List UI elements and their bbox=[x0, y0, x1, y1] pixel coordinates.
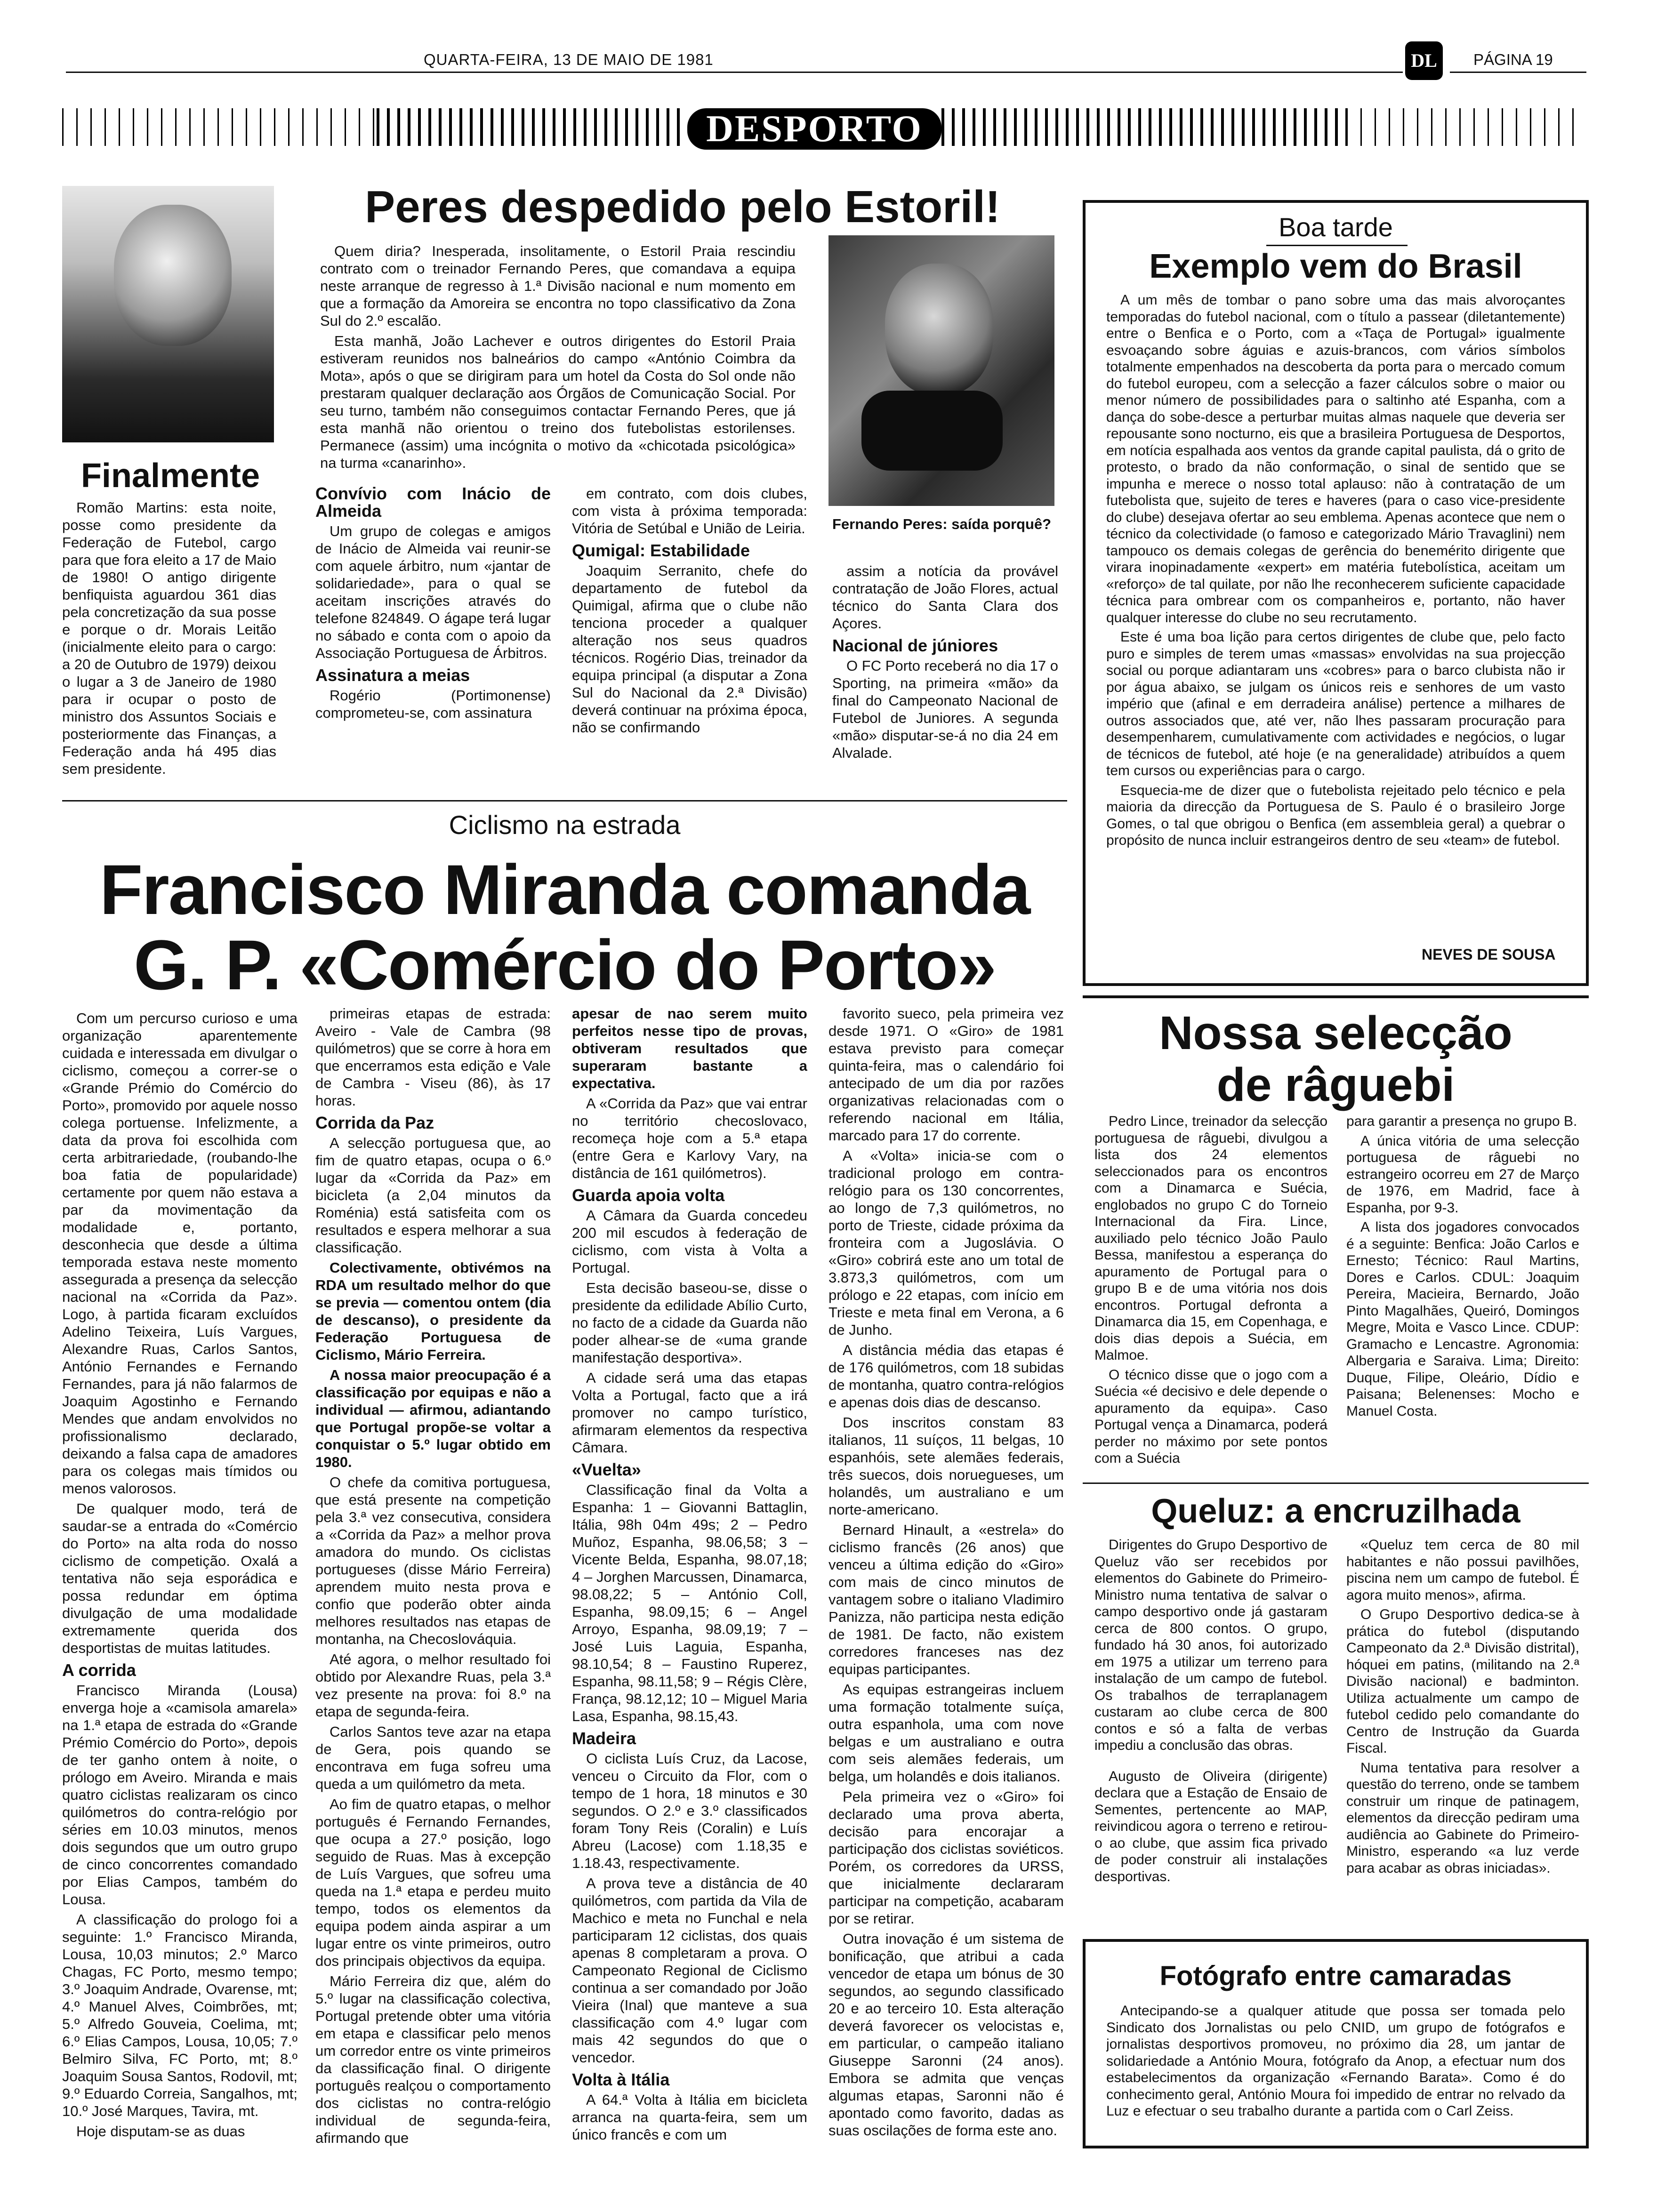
ciclismo-c3-p3: A Câmara da Guarda concedeu 200 mil escudos à federação de ciclismo, com vista à Volta a Portugal. bbox=[572, 1207, 807, 1276]
ciclismo-c2-p3: Colectivamente, obtivémos na RDA um resultado melhor do que se previa — comentou ontem (dia de descanso), o presidente da Federação Portuguesa de Ciclismo, Mário Ferreira. bbox=[315, 1259, 551, 1363]
queluz-c2-p3: Numa tentativa para resolver a questão do terreno, onde se tambem construir um rinque de patinagem, elementos da direcção pediram uma audiência ao Gabinete do Primeiro-Ministro, esperando «a luz verde para acabar as obras iniciadas». bbox=[1346, 1760, 1579, 1876]
peres-col-3 bbox=[832, 562, 1058, 784]
col2-continuation: em contrato, com dois clubes, com vista à próxima temporada: Vitória de Setúbal e União de Leiria. bbox=[572, 485, 807, 537]
ciclismo-c1-p3: Francisco Miranda (Lousa) enverga hoje a «camisola amarela» na 1.ª etapa de estrada do «Grande Prémio Comércio do Porto», depois de ter ganho ontem à noite, o prólogo em Aveiro. Miranda e mais quatro ciclistas realizaram os cinco quilómetros do contra-relógio por séries em 10.03 minutos, menos dois segundos que um outro grupo de cinco concorrentes comandado por Elias Campos, também do Lousa. bbox=[62, 1682, 298, 1907]
ciclismo-c4-p1: favorito sueco, pela primeira vez desde 1971. O «Giro» de 1981 estava previsto para começar quinta-feira, mas o calendário foi antecipado de um dia por razões organizativas relacionadas com o referendo nacional em Itália, marcado para 17 do corrente. bbox=[828, 1005, 1064, 1144]
section-banner bbox=[687, 108, 941, 150]
quimigal-text: Joaquim Serranito, chefe do departamento de futebol da Quimigal, afirma que o clube não tenciona proceder a qualquer alteração nos seus quadros técnicos. Rogério Dias, treinador da equipa principal (a disputar a Zona Sul do Nacional da 2.ª Divisão) deverá continuar na próxima época, não se confirmando bbox=[572, 562, 807, 736]
section-banner-stripes-left-thin bbox=[62, 108, 392, 146]
section-title: DESPORTO bbox=[706, 108, 923, 150]
raguebi-c1-p1: Pedro Lince, treinador da selecção portuguesa de râguebi, divulgou a lista dos 24 elementos seleccionados para os encontros com a Dinamarca e Suécia, englobados no grupo C do Torneio Internacional da Fira. Lince, auxiliado pelo técnico João Paulo Bessa, manifestou a esperança do apuramento de Portugal para o grupo B e de uma vitória nos dois encontros. Portugal defronta a Dinamarca dia 15, em Copenhaga, e dois dias depois a Suécia, em Malmoe. bbox=[1094, 1114, 1327, 1363]
ciclismo-c3-subhead-2: «Vuelta» bbox=[572, 1460, 641, 1479]
kicker-underline bbox=[1266, 245, 1408, 246]
queluz-c1-p1: Dirigentes do Grupo Desportivo de Queluz vão ser recebidos por elementos do Gabinete do Primeiro-Ministro numa tentativa de salvar o campo desportivo onde já gastaram cerca de 800 contos. O grupo, fundado há 30 anos, foi autorizado em 1975 a utilizar um terreno para instalação de um campo de futebol. Os trabalhos de terraplanagem custaram ao clube cerca de 800 contos e só a falta de verbas impediu a conclusão das obras. bbox=[1094, 1537, 1327, 1753]
queluz-c2-p1: «Queluz tem cerca de 80 mil habitantes e não possui pavilhões, piscina nem um campo de futebol. É agora muito menos», afirma. bbox=[1346, 1537, 1579, 1603]
peres-caption-text: Fernando Peres: saída porquê? bbox=[832, 516, 1052, 532]
ciclismo-c2-p8: Ao fim de quatro etapas, o melhor português é Fernando Fernandes, que ocupa a 27.º posição, logo seguido de Ruas. Mas à excepção de Luís Vargues, que sofreu uma queda na 1.ª etapa e perdeu muito tempo, todos os elementos da equipa podem ainda aspirar a um lugar entre os vinte primeiros, outro dos principais objectivos da equipa. bbox=[315, 1796, 551, 1969]
peres-headline: Peres despedido pelo Estoril! bbox=[365, 182, 1000, 232]
ciclismo-c2-p7: Carlos Santos teve azar na etapa de Gera, pois quando se encontrava em fuga sofreu uma queda a um quilómetro da meta. bbox=[315, 1723, 551, 1792]
peres-lead-p2: Esta manhã, João Lachever e outros dirigentes do Estoril Praia estiveram reunidos nos balneários do campo «António Coimbra da Mota», após o que se dirigiram para um hotel da Costa do Sol onde não prestaram qualquer declaração aos Órgãos de Comunicação Social. Por seu turno, também não conseguimos contactar Fernando Peres, que já esta manhã não orientou o treino dos futebolistas estorilenses. Permanece (assim) uma incógnita o motivo da «chicotada psicológica» na turma «canarinho». bbox=[320, 333, 796, 471]
ciclismo-c3-p4: Esta decisão baseou-se, disse o presidente da edilidade Abílio Curto, no facto de a cidade da Guarda não poder alhear-se de «uma grande manifestação desportiva». bbox=[572, 1280, 807, 1366]
section-banner-stripes-right-thin bbox=[1346, 108, 1586, 146]
ciclismo-c3-p8: A prova teve a distância de 40 quilómetros, com partida da Vila de Machico e meta no Funchal e nela participaram 12 ciclistas, dos quais apenas 8 completaram a prova. O Campeonato Regional de Ciclismo continua a ser comandado por João Vieira (Inal) que manteve a sua classificação com 4.º lugar com mais 42 segundos do que o vencedor. bbox=[572, 1875, 807, 2066]
quimigal-subhead: Qumigal: Estabilidade bbox=[572, 541, 750, 560]
raguebi-col-2 bbox=[1346, 1113, 1579, 1466]
fernando-peres-photo bbox=[828, 235, 1054, 506]
page-date: QUARTA-FEIRA, 13 DE MAIO DE 1981 bbox=[424, 51, 714, 68]
raguebi-top-rule bbox=[1083, 995, 1589, 998]
ciclismo-c3-p1: apesar de nao serem muito perfeitos nesse tipo de provas, obtiveram resultados que superaram bastante a expectativa. bbox=[572, 1005, 807, 1091]
ciclismo-c4-p3: A distância média das etapas é de 176 quilómetros, com 18 subidas de montanha, quatro contra-relógios e apenas dois dias de descanso. bbox=[828, 1342, 1064, 1411]
telephone-handset bbox=[861, 391, 1003, 471]
ciclismo-c4-p6: As equipas estrangeiras incluem uma formação totalmente suíça, outra espanhola, uma com nove belgas e um australiano e outra com seis alemães federais, um belga, um holandês e dois italianos. bbox=[828, 1681, 1064, 1785]
ciclismo-c2-p1: primeiras etapas de estrada: Aveiro - Vale de Cambra (98 quilómetros) que se corre à hora em que encerramos esta edição e Vale de Cambra - Viseu (86), às 17 horas. bbox=[315, 1005, 551, 1109]
ciclismo-c3-subhead-3: Madeira bbox=[572, 1729, 636, 1748]
ciclismo-col-1 bbox=[62, 1010, 298, 2186]
queluz-col-2 bbox=[1346, 1537, 1579, 1937]
col3-continuation: assim a notícia da provável contratação de João Flores, actual técnico do Santa Clara dos Açores. bbox=[832, 563, 1058, 632]
ciclismo-c2-p6: Até agora, o melhor resultado foi obtido por Alexandre Ruas, pela 3.ª vez presente na prova: foi 8.º na etapa de segunda-feira. bbox=[315, 1651, 551, 1720]
publication-logo bbox=[1405, 41, 1443, 80]
ciclismo-c1-p2: De qualquer modo, terá de saudar-se a entrada do «Comércio do Porto» na alta roda do nosso ciclismo de competição. Oxalá a tentativa não seja esporádica e possa redundar em óptima divulgação de uma modalidade extremamente querida dos desportistas de muitas latitudes. bbox=[62, 1500, 298, 1656]
ciclismo-c1-p5: Hoje disputam-se as duas bbox=[76, 2123, 245, 2140]
queluz-top-rule bbox=[1083, 1483, 1589, 1484]
ciclismo-c3-p5: A cidade será uma das etapas Volta a Portugal, facto que a irá promover no campo turístico, afirmaram elementos da respectiva Câmara. bbox=[572, 1370, 807, 1456]
ciclismo-headline-1: Francisco Miranda comanda bbox=[99, 850, 1030, 929]
ciclismo-c2-p5: O chefe da comitiva portuguesa, que está presente na competição pela 3.ª vez consecutiva, considera a «Corrida da Paz» a melhor prova amadora do mundo. Os ciclistas portugueses (disse Mário Ferreira) aprendem muito nesta prova e confio que poderão obter ainda melhores resultados nas etapas de montanha, na Checoslováquia. bbox=[315, 1474, 551, 1647]
ciclismo-c4-p8: Outra inovação é um sistema de bonificação, que atribui a cada vencedor de etapa um bónus de 30 segundos, ao segundo classificado 20 e ao terceiro 10. Esta alteração deverá favorecer os velocistas e, em particular, o campeão italiano Giuseppe Saronni (24 anos). Embora se admita que venças algumas etapas, Saronni não é apontado como favorito, dadas as suas oscilações de forma este ano. bbox=[828, 1931, 1064, 2139]
raguebi-headline-2: de râguebi bbox=[1216, 1058, 1455, 1111]
boa-tarde-p3: Esquecia-me de dizer que o futebolista rejeitado pelo técnico e pela maioria da direcção da Portuguesa de S. Paulo é o brasileiro Jorge Gomes, o tal que obrigou o Benfica (em assembleia geral) a quebrar o propósito de nunca incluir estrangeiros dentro de seu «team» de futebol. bbox=[1106, 782, 1565, 848]
peres-photo-caption bbox=[832, 515, 1054, 558]
romao-martins-photo bbox=[62, 186, 274, 442]
raguebi-c2-p3: A lista dos jogadores convocados é a seguinte: Benfica: João Carlos e Ernesto; Técnico: Raul Martins, Dores e Carlos. CDUL: Joaquim Pereira, Macieira, Bernardo, João Pinto Magalhães, Queiró, Domingos Megre, Moita e Vasco Lince. CDUP: Gramacho e Lencastre. Agronomia: Albergaria e Saraiva. Lima; Direito: Duque, Filipe, Oleário, Dídio e Paisana; Belenenses: Mocho e Manuel Costa. bbox=[1346, 1219, 1579, 1419]
juniores-subhead: Nacional de júniores bbox=[832, 636, 998, 655]
peres-lead bbox=[320, 242, 796, 478]
ciclismo-c3-p2: A «Corrida da Paz» que vai entrar no território checoslovaco, recomeça hoje com a 5.ª etapa (entre Gera e Karlovy Vary, na distância de 161 quilómetros). bbox=[572, 1095, 807, 1181]
ciclismo-c4-p4: Dos inscritos constam 83 italianos, 11 suíços, 11 belgas, 10 espanhóis, sete alemães federais, três suecos, dois noruegueses, um holandês, um australiano e um norte-americano. bbox=[828, 1414, 1064, 1518]
peres-lead-p1: Quem diria? Inesperada, insolitamente, o Estoril Praia rescindiu contrato com o treinador Fernando Peres, que comandava a equipa neste arranque de regresso à 1.ª Divisão nacional e num momento em que a formação da Amoreira se encontra no topo classificativo da Zona Sul do 2.º escalão. bbox=[320, 243, 796, 329]
ciclismo-c1-p4: A classificação do prologo foi a seguinte: 1.º Francisco Miranda, Lousa, 10,03 minutos; 2.º Marco Chagas, FC Porto, mesmo tempo; 3.º Joaquim Andrade, Ovarense, mt; 4.º Manuel Alves, Coimbrões, mt; 5.º Alfredo Gouveia, Coelima, mt; 6.º Elias Campos, Lousa, 10,05; 7.º Belmiro Silva, FC Porto, mt; 8.º Joaquim Sousa Santos, Rodovil, mt; 9.º Eduardo Correia, Sangalhos, mt; 10.º José Marques, Tavira, mt. bbox=[62, 1911, 298, 2119]
ciclismo-col-4 bbox=[828, 1005, 1064, 2186]
raguebi-headline-1: Nossa selecção bbox=[1159, 1007, 1512, 1059]
section-banner-stripes-left bbox=[377, 108, 687, 146]
boa-tarde-p2: Este é uma boa lição para certos dirigentes de clube que, pelo facto puro e simples de terem umas «massas» envolvidas na sua projecção social ou porque adiantaram uns «cobres» para o barco clubista não ir por água abaixo, se julgam os únicos reis e senhores de um vasto império que (afinal e em derradeira análise) pertence a milhares de outros associados que, até ver, não lhes passaram procuração para desempenharem, cumulativamente com actividades e negócios, o lugar de técnicos de futebol, até hoje (e na generalidade) atribuídos a quem tem cursos ou experiências para o cargo. bbox=[1106, 629, 1565, 778]
ciclismo-c3-p9: A 64.ª Volta à Itália em bicicleta arranca na quarta-feira, sem um único francês e com um bbox=[572, 2092, 807, 2143]
convivio-text: Um grupo de colegas e amigos de Inácio de Almeida vai reunir-se com aquele árbitro, num «jantar de solidariedade», para o qual se aceitam inscrições através do telefone 824849. O ágape terá lugar no sábado e conta com o apoio da Associação Portuguesa de Árbitros. bbox=[315, 523, 551, 661]
raguebi-c2-p2: A única vitória de uma selecção portuguesa de râguebi no estrangeiro ocorreu em 27 de Março de 1976, em Madrid, face à Espanha, por 9-3. bbox=[1346, 1133, 1579, 1216]
ciclismo-c3-p6: Classificação final da Volta a Espanha: 1 – Giovanni Battaglin, Itália, 98h 04m 49s; 2 – Pedro Muñoz, Espanha, 98.06,58; 3 – Vicente Belda, Espanha, 98.07,18; 4 – Jorghen Marcussen, Dinamarca, 98.08,22; 5 – António Coll, Espanha, 98.09,15; 6 – Angel Arroyo, Espanha, 98.09,19; 7 – José Luis Laguia, Espanha, 98.10,54; 8 – Faustino Ruperez, Espanha, 98.11,58; 9 – Régis Clère, França, 98.12,12; 10 – Miguel Maria Lasa, Espanha, 98.15,43. bbox=[572, 1482, 807, 1724]
ciclismo-c1-p1: Com um percurso curioso e uma organização aparentemente cuidada e interessada em divulgar o ciclismo, começou a correr-se o «Grande Prémio do Comércio do Porto», promovido por aquele nosso colega portuense. Infelizmente, a data da prova foi escolhida com certa arbitrariedade, (roubando-lhe boa fatia de popularidade) certamente por quem não estava a par da movimentação da modalidade e, portanto, desconhecia que desde a última temporada estava neste momento assegurada a presença da selecção nacional na «Corrida da Paz». Logo, à partida ficaram excluídos Adelino Teixeira, Luís Vargues, Alexandre Ruas, Carlos Santos, António Fernandes e Fernando Fernandes, para já não falarmos de Joaquim Agostinho e Fernando Mendes que andam envolvidos no profissionalismo declarado, deixando a falsa capa de amadores para os colegas mais tímidos ou menos valorosos. bbox=[62, 1010, 298, 1497]
ciclismo-headline-2: G. P. «Comércio do Porto» bbox=[133, 925, 996, 1004]
assinatura-subhead: Assinatura a meias bbox=[315, 665, 470, 685]
page-number: PÁGINA 19 bbox=[1473, 51, 1553, 68]
ciclismo-c4-p7: Pela primeira vez o «Giro» foi declarado uma prova aberta, decisão para encorajar a participação dos ciclistas soviéticos. Porém, os corredores da URSS, que inicialmente declararam participar na competição, acabaram por se retirar. bbox=[828, 1788, 1064, 1927]
fotografo-text: Antecipando-se a qualquer atitude que possa ser tomada pelo Sindicato dos Jornalistas ou pelo CNID, um grupo de fotógrafos e jornalistas desportivos promoveu, no próximo dia 28, um jantar de solidariedade a António Moura, fotógrafo da Anop, a efectuar num dos estabelecimentos da organização «Fernando Barata». Como é do conhecimento geral, António Moura foi impedido de entrar no relvado da Luz e efectuar o seu trabalho durante a partida com o Carl Zeiss. bbox=[1106, 2003, 1565, 2119]
ciclismo-kicker: Ciclismo na estrada bbox=[449, 810, 681, 840]
peres-col-1 bbox=[315, 480, 551, 781]
ciclismo-c3-subhead-1: Guarda apoia volta bbox=[572, 1186, 725, 1205]
queluz-col-1 bbox=[1094, 1537, 1327, 1937]
boa-tarde-p1: A um mês de tombar o pano sobre uma das mais alvoroçantes temporadas do futebol nacional, com o título a passear (diletantemente) entre o Benfica e o Porto, com a «Taça de Portugal» igualmente esvoaçando sobre águias e azuis-brancos, com vários símbolos totalmente empenhados na descoberta da porta para o mercado comum do futebol europeu, com a selecção a fazer cálculos sobre o maior ou menor número de possibilidades para o saltinho até Espanha, com a dança do sobe-desce a perturbar muitas almas naquele que deveria ser repousante sono nocturno, eis que a brasileira Portuguesa de Desportos, em notícia espalhada aos ventos da grande capital paulista, dá o grito de protesto, o brado da não conformação, o sinal de sentido que se impunha e merece o nosso total aplauso: não à contratação de um futebolista que, sujeito de teres e haveres (para o caso vice-presidente do clube) desejava ofertar ao seu emblema. Apenas acontece que nem o técnico da colectividade (o famoso e categorizado Mário Travaglini) nem tampouco os demais colegas de gerência do benemérito dirigente que virara inopinadamente «expert» em matéria futebolística, aceitam um «reforço» de tal quilate, por não lhe reconhecerem suficiente capacidade técnica para ombrear com os companheiros e, portanto, não haver qualquer interesse do clube no seu recrutamento. bbox=[1106, 292, 1565, 625]
ciclismo-c4-p2: A «Volta» inicia-se com o tradicional prologo em contra-relógio para os 130 concorrentes, ao longo de 7,3 quilómetros, no porto de Trieste, cidade próxima da fronteira com a Jugoslávia. O «Giro» cobrirá este ano um total de 3.873,3 quilómetros, com um prólogo e 22 etapas, com início em Trieste e meta final em Verona, a 6 de Junho. bbox=[828, 1147, 1064, 1338]
ciclismo-c3-subhead-4: Volta à Itália bbox=[572, 2070, 670, 2089]
finalmente-body bbox=[62, 499, 276, 781]
boa-tarde-title: Exemplo vem do Brasil bbox=[1149, 248, 1522, 285]
ciclismo-top-rule bbox=[62, 800, 1067, 801]
logo-text: DL bbox=[1411, 50, 1437, 71]
ciclismo-col-2 bbox=[315, 1005, 551, 2186]
ciclismo-c2-p9: Mário Ferreira diz que, além do 5.º lugar na classificação colectiva, Portugal pretende obter uma vitória em etapa e classificar pelo menos um corredor entre os vinte primeiros da classificação final. O dirigente português realçou o comportamento dos ciclistas no contra-relógio individual de segunda-feira, afirmando que bbox=[315, 1973, 551, 2146]
ciclismo-col-3 bbox=[572, 1005, 807, 2186]
fotografo-body bbox=[1106, 2003, 1565, 2139]
juniores-text: O FC Porto receberá no dia 17 o Sporting, na primeira «mão» da final do Campeonato Nacional de Futebol de Juniores. A segunda «mão» disputar-se-á no dia 24 em Alvalade. bbox=[832, 657, 1058, 761]
portrait-face bbox=[114, 205, 232, 346]
ciclismo-c2-p2: A selecção portuguesa que, ao fim de quatro etapas, ocupa o 6.º lugar da «Corrida da Paz» em bicicleta (a 2,04 minutos da Roménia) está satisfeita com os resultados e espera melhorar a sua classificação. bbox=[315, 1135, 551, 1256]
boa-tarde-signature: NEVES DE SOUSA bbox=[1422, 946, 1556, 963]
section-banner-stripes-right bbox=[941, 108, 1346, 146]
boa-tarde-kicker: Boa tarde bbox=[1279, 212, 1393, 242]
ciclismo-c4-p5: Bernard Hinault, a «estrela» do ciclismo francês (26 anos) que venceu a última edição do «Giro» com mais de cinco minutos de vantagem sobre o italiano Vladimiro Panizza, não participa nesta edição de 1981. De facto, não existem corredores franceses nas dez equipas participantes. bbox=[828, 1522, 1064, 1677]
masthead-rule bbox=[66, 72, 1403, 73]
peres-col-2 bbox=[572, 485, 807, 781]
peres-face bbox=[885, 264, 993, 395]
finalmente-text: Romão Martins: esta noite, posse como presidente da Federação de Futebol, cargo para que fora eleito a 17 de Maio de 1980! O antigo dirigente benfiquista aguardou 361 dias pela concretização da sua posse e porque o dr. Morais Leitão (inicialmente eleito para o cargo: a 20 de Outubro de 1979) deixou o lugar a 3 de Janeiro de 1980 para ir ocupar o posto de ministro dos Assuntos Sociais e posteriormente das Finanças, a Federação anda há 495 dias sem presidente. bbox=[62, 499, 276, 777]
queluz-c1-p2: Augusto de Oliveira (dirigente) declara que a Estação de Ensaio de Sementes, pertencente ao MAP, reivindicou agora o terreno e retirou-o ao clube, que assim fica privado de poder construir ali instalações desportivas. bbox=[1094, 1768, 1327, 1884]
boa-tarde-body bbox=[1106, 292, 1565, 937]
queluz-headline: Queluz: a encruzilhada bbox=[1151, 1492, 1520, 1530]
assinatura-text: Rogério (Portimonense) comprometeu-se, com assinatura bbox=[315, 687, 551, 721]
ciclismo-c2-p4: A nossa maior preocupação é a classificação por equipas e não a individual — afirmou, adiantando que Portugal propõe-se voltar a conquistar o 5.º lugar obtido em 1980. bbox=[315, 1367, 551, 1470]
queluz-c2-p2: O Grupo Desportivo dedica-se à prática do futebol (disputando Campeonato da 2.ª Divisão distrital), hóquei em patins, (militando na 2.ª Divisão nacional) e badminton. Utiliza actualmente um campo de futebol cedido pelo comandante do Centro de Instrução da Guarda Fiscal. bbox=[1346, 1607, 1579, 1756]
ciclismo-c3-p7: O ciclista Luís Cruz, da Lacose, venceu o Circuito da Flor, com o tempo de 1 hora, 18 minutos e 30 segundos. O 2.º e 3.º classificados foram Tony Reis (Coralin) e Luís Abreu (Lacose) com 1.18,35 e 1.18.43, respectivamente. bbox=[572, 1750, 807, 1871]
ciclismo-c2-subhead: Corrida da Paz bbox=[315, 1113, 434, 1132]
masthead-rule-right bbox=[1450, 72, 1586, 73]
ciclismo-c1-subhead: A corrida bbox=[62, 1660, 136, 1680]
raguebi-c2-p1: para garantir a presença no grupo B. bbox=[1346, 1114, 1577, 1129]
raguebi-col-1 bbox=[1094, 1113, 1327, 1466]
finalmente-title: Finalmente bbox=[80, 457, 260, 495]
fotografo-headline: Fotógrafo entre camaradas bbox=[1159, 1961, 1512, 1991]
raguebi-c1-p2: O técnico disse que o jogo com a Suécia «é decisivo e dele depende o apuramento da equipa». Caso Portugal vença a Dinamarca, poderá perder no máximo por sete pontos com a Suécia bbox=[1094, 1367, 1327, 1466]
convivio-subhead: Convívio com Inácio de Almeida bbox=[315, 484, 551, 521]
